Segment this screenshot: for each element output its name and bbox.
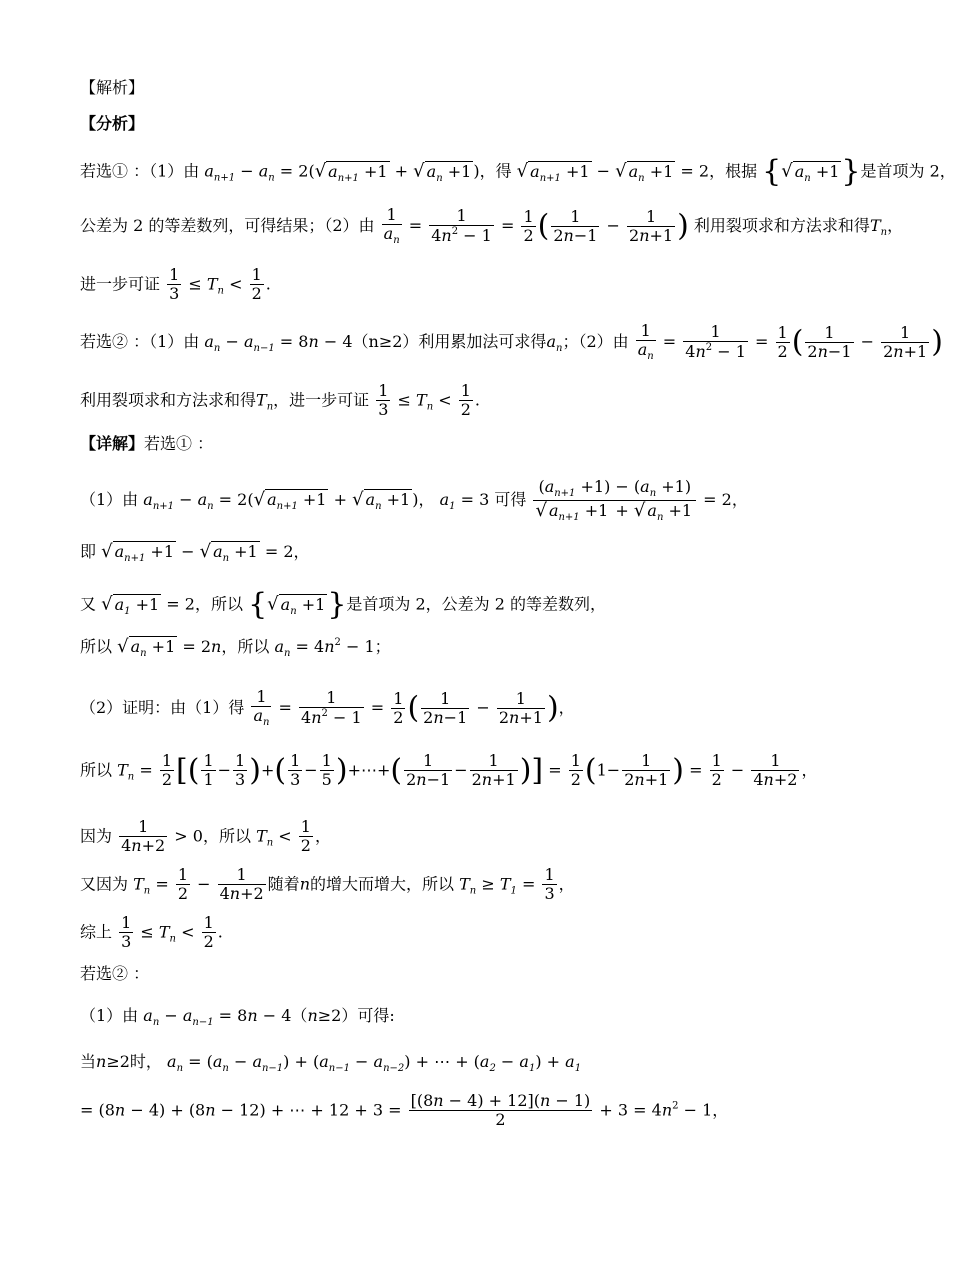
text: 若选① ：（1）由 [80,161,200,181]
detail-line-9: 综上 $\frac{1}{3}$ ≤ $T_n$ < $\frac{1}{2}$ . [80,913,223,952]
detail-line-7: 因为 $\frac{1}{4n+2}$ > 0，所以 $T_n$ < $\frac{1}{2}$ ， [80,817,331,856]
text: 当 [80,1052,97,1071]
text: （n≥2）利用累加法可求得 [352,331,547,351]
text: （1）由 [80,490,139,509]
detail-line-8: 又因为 $T_n$ = $\frac{1}{2}$ − $\frac{1}{4n+2}$ 随着n的增大而增大，所以 $T_n \ge T_1$ = $\frac{1}{3}$ ， [80,865,575,904]
detail-line-2: 即 √ $a_{n+1} +1$ − √ $a_n +1 = 2$， [80,541,310,564]
text: ，进一步可证 [273,390,370,410]
text: ，所以 [202,826,251,846]
detail-line-6: 所以 $T_n$ = $\frac{1}{2}$ [( $\frac{1}{1}$ − $\frac{1}{3}$ )+( $\frac{1}{3}$ − $\frac{1}{5}$ )+⋯+( $\frac{1}{2n-1}$ − $\frac{1}{2n+1}$ )] = $\frac{1}{2}$ (1− $\frac{1}{2n+1}$ ) = $\frac{1}{2}$ − $\frac{1}{4n+2}$ ， [80,751,818,790]
text: 进一步可证 [80,274,161,294]
text: 若选② ：（1）由 [80,331,200,351]
analysis-line-4: 若选② ：（1）由 $a_n - a_{n-1} = 8n - 4(n\ge 2)$利用累加法可求得$a_n$；（2）由 $\frac{1}{a_n}$ = $\frac{1}{4n^2 - 1}$ = $\frac{1}{2}$ ( $\frac{1}{2n-1}$ − $\frac{1}{2n+1}$ ) [80,321,943,363]
heading-jiexi: 【解析】 [80,78,145,97]
text: 的增大而增大，所以 [310,874,455,894]
text: 所以 [80,760,113,780]
text: 是首项为 2，公差为 2 的等差数列， [346,594,607,614]
detail-line-4: 所以 √ $a_n +1 = 2n$，所以 $a_n = 4n^2 - 1$； [80,636,391,659]
heading-fenxi: 【分析】 [80,114,145,133]
text: 因为 [80,826,113,846]
text: 又因为 [80,874,129,894]
text: 可得: [357,1006,395,1025]
analysis-line-3: 进一步可证 $\frac{1}{3}$ ≤ $T_n$ < $\frac{1}{2}$ . [80,265,271,304]
text: 利用裂项求和方法求和得 [693,215,870,235]
analysis-line-1: 若选① ：（1）由 $a_{n+1} - a_n = 2(√$ $a_{n+1} +1$ + √ $a_n +1$ )，得 √ $a_{n+1} +1$ − √ $a_n +1 = 2$，根据 {√ $a_n +1$}是首项为 2， [80,154,956,189]
text: ，根据 [709,161,758,181]
text: （2）证明：由（1）得 [80,697,245,717]
text: 综上 [80,922,113,942]
heading-xiangjie [80,436,213,452]
text: ，所以 [221,637,270,656]
text: ，所以 [194,594,243,614]
text: 【详解】 [80,434,145,453]
text: ；（2）由 [562,331,629,351]
detail-b-line-2: 当n≥2时， $a_n = (a_n - a_{n-1}) + (a_{n-1} - a_{n-2})$ + ⋯ + $(a_2 - a_1) + a_1$ [80,1052,582,1074]
text: 公差为 2 的等差数列，可得结果；（2）由 [80,215,375,235]
heading-xuan2: 若选② ： [80,964,150,983]
analysis-line-2: 公差为 2 的等差数列，可得结果；（2）由 $\frac{1}{a_n}$ = $\frac{1}{4n^2 - 1}$ = $\frac{1}{2}$ ( $\frac{1}{2n-1}$ − $\frac{1}{2n+1}$ ) 利用裂项求和方法求和得$T_n$， [80,205,904,247]
detail-b-line-1: （1）由 $a_n - a_{n-1} = 8n - 4(n\ge 2)$可得: [80,1006,395,1028]
detail-line-1: （1）由 $a_{n+1} - a_n = 2(√$ $a_{n+1} +1$ + √ $a_n +1$ )， $a_1 = 3$ 可得 $\frac{(a_{n+1} +1) - (a_n +1)}{√ a_{n+1} +1 + √ a_n +1}$ = 2， [80,477,748,523]
text: 所以 [80,637,113,656]
detail-b-line-3: = (8n − 4) + (8n − 12) + ⋯ + 12 + 3 = $\frac{[(8n - 4) + 12](n - 1)}{2}$ + $3 = 4n^2 - 1$， [80,1091,729,1130]
text: ，得 [479,161,512,181]
text: 是首项为 2， [860,161,956,181]
text: 又 [80,594,97,614]
text: （1）由 [80,1006,139,1025]
detail-line-3: 又 √ $a_1 +1 = 2$，所以 {√ $a_n +1$}是首项为 2，公差为 2 的等差数列， [80,587,607,622]
text: 利用裂项求和方法求和得 [80,390,257,410]
text: 即 [80,542,97,561]
text: 时， [129,1052,162,1071]
text: ， [418,490,435,509]
detail-line-5: （2）证明：由（1）得 $\frac{1}{a_n}$ = $\frac{1}{4n^2 - 1}$ = $\frac{1}{2}$ ( $\frac{1}{2n-1}$ − $\frac{1}{2n+1}$ )， [80,687,575,729]
text: 若选① ： [144,434,214,453]
text: 可得 [494,490,527,509]
text: 随着 [267,874,300,894]
analysis-line-5: 利用裂项求和方法求和得$T_n$，进一步可证 $\frac{1}{3}$ ≤ $T_n$ < $\frac{1}{2}$ . [80,381,480,420]
